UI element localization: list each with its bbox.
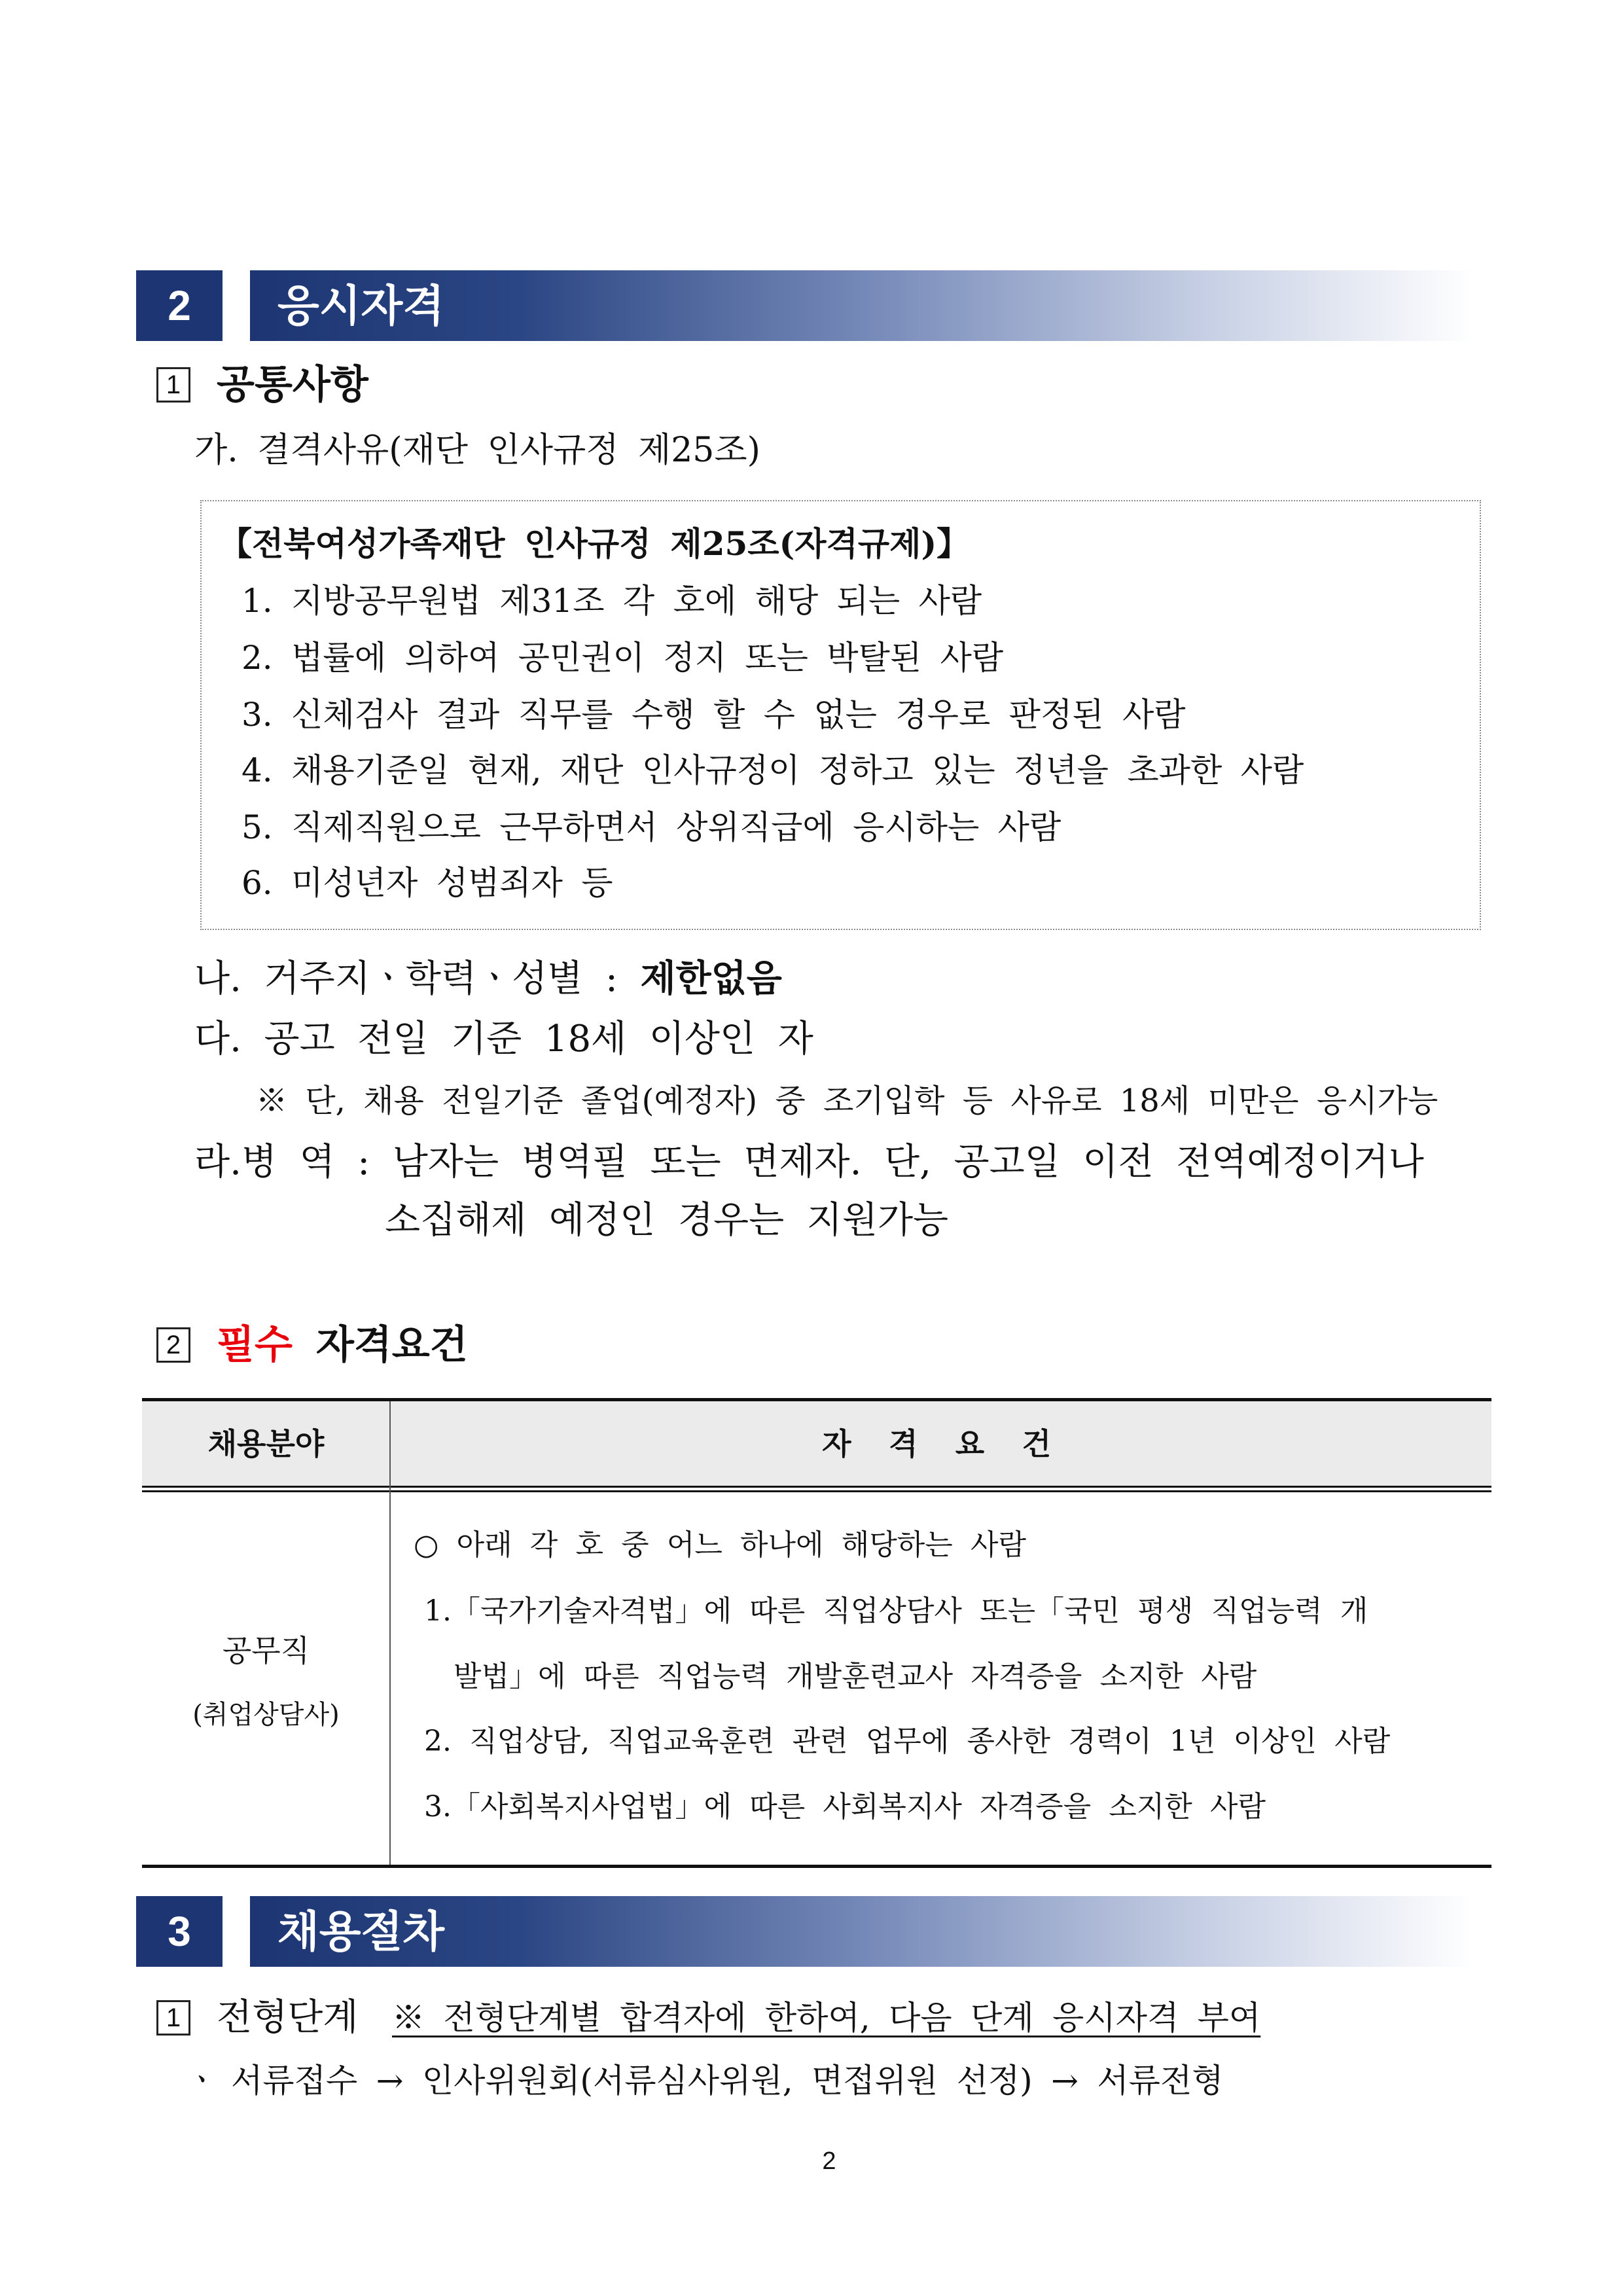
item-ra-line2: 소집해제 예정인 경우는 지원가능 xyxy=(385,1199,949,1242)
stage-flow: 서류접수 → 인사위원회(서류심사위원, 면접위원 선정) → 서류전형 xyxy=(231,2062,1224,2100)
item-da: 다. 공고 전일 기준 18세 이상인 자 xyxy=(194,1018,813,1060)
item-na xyxy=(194,957,782,1000)
item-na-value: 제한없음 xyxy=(640,957,782,1000)
required-box-number: 2 xyxy=(156,1327,190,1363)
section-3-number: 3 xyxy=(136,1896,223,1967)
stage-box-number: 1 xyxy=(156,2000,190,2036)
item-ra-line1: 라.병 역 : 남자는 병역필 또는 면제자. 단, 공고일 이전 전역예정이거나 xyxy=(194,1141,1424,1183)
regulation-heading: 【전북여성가족재단 인사규정 제25조(자격규제)】 xyxy=(219,524,970,563)
regulation-item: 2. 법률에 의하여 공민권이 정지 또는 박탈된 사람 xyxy=(241,639,1004,677)
table-field-name: 공무직 xyxy=(222,1633,310,1668)
requirement-line: ○ 아래 각 호 중 어느 하나에 해당하는 사람 xyxy=(414,1528,1026,1562)
requirement-line: 2. 직업상담, 직업교육훈련 관련 업무에 종사한 경력이 1년 이상인 사람 xyxy=(424,1725,1391,1758)
required-title-emphasis: 필수 xyxy=(217,1322,293,1368)
regulation-item: 5. 직제직원으로 근무하면서 상위직급에 응시하는 사람 xyxy=(241,808,1061,846)
section-2-number: 2 xyxy=(136,270,223,341)
required-title xyxy=(217,1322,468,1368)
section-3-title: 채용절차 xyxy=(277,1907,445,1956)
section-2-header-bar xyxy=(250,270,1474,341)
page-number: 2 xyxy=(822,2147,836,2175)
table-header-requirements: 자 격 요 건 xyxy=(822,1426,1060,1462)
item-da-note: ※ 단, 채용 전일기준 졸업(예정자) 중 조기입학 등 사유로 18세 미만은 응시가능 xyxy=(256,1083,1438,1119)
requirement-line: 1.「국가기술자격법」에 따른 직업상담사 또는「국민 평생 직업능력 개 xyxy=(424,1594,1368,1628)
required-title-rest: 자격요건 xyxy=(315,1322,468,1368)
regulation-item: 6. 미성년자 성범죄자 등 xyxy=(241,864,613,902)
stage-note: ※ 전형단계별 합격자에 한하여, 다음 단계 응시자격 부여 xyxy=(392,1999,1261,2037)
section-2-title: 응시자격 xyxy=(277,281,445,330)
table-header-divider xyxy=(142,1486,1491,1488)
section-3-header-bar xyxy=(250,1896,1474,1967)
table-field-sub: (취업상담사) xyxy=(192,1700,340,1730)
regulation-item: 4. 채용기준일 현재, 재단 인사규정이 정하고 있는 정년을 초과한 사람 xyxy=(241,751,1304,789)
item-na-label: 나. 거주지ㆍ학력ㆍ성별 : xyxy=(194,958,641,1000)
requirement-line: 발법」에 따른 직업능력 개발훈련교사 자격증을 소지한 사람 xyxy=(454,1660,1257,1693)
table-bottom-border xyxy=(142,1865,1491,1868)
table-header-divider xyxy=(142,1490,1491,1492)
stage-title: 전형단계 xyxy=(217,1996,359,2039)
common-box-number: 1 xyxy=(156,367,190,403)
regulation-item: 1. 지방공무원법 제31조 각 호에 해당 되는 사람 xyxy=(241,582,982,620)
regulation-item: 3. 신체검사 결과 직무를 수행 할 수 없는 경우로 판정된 사람 xyxy=(241,696,1186,734)
item-ga: 가. 결격사유(재단 인사규정 제25조) xyxy=(194,431,760,470)
flow-bullet: ㆍ xyxy=(186,2062,218,2100)
common-title: 공통사항 xyxy=(217,362,368,408)
requirement-line: 3.「사회복지사업법」에 따른 사회복지사 자격증을 소지한 사람 xyxy=(424,1790,1266,1823)
table-header-field: 채용분야 xyxy=(207,1426,325,1462)
